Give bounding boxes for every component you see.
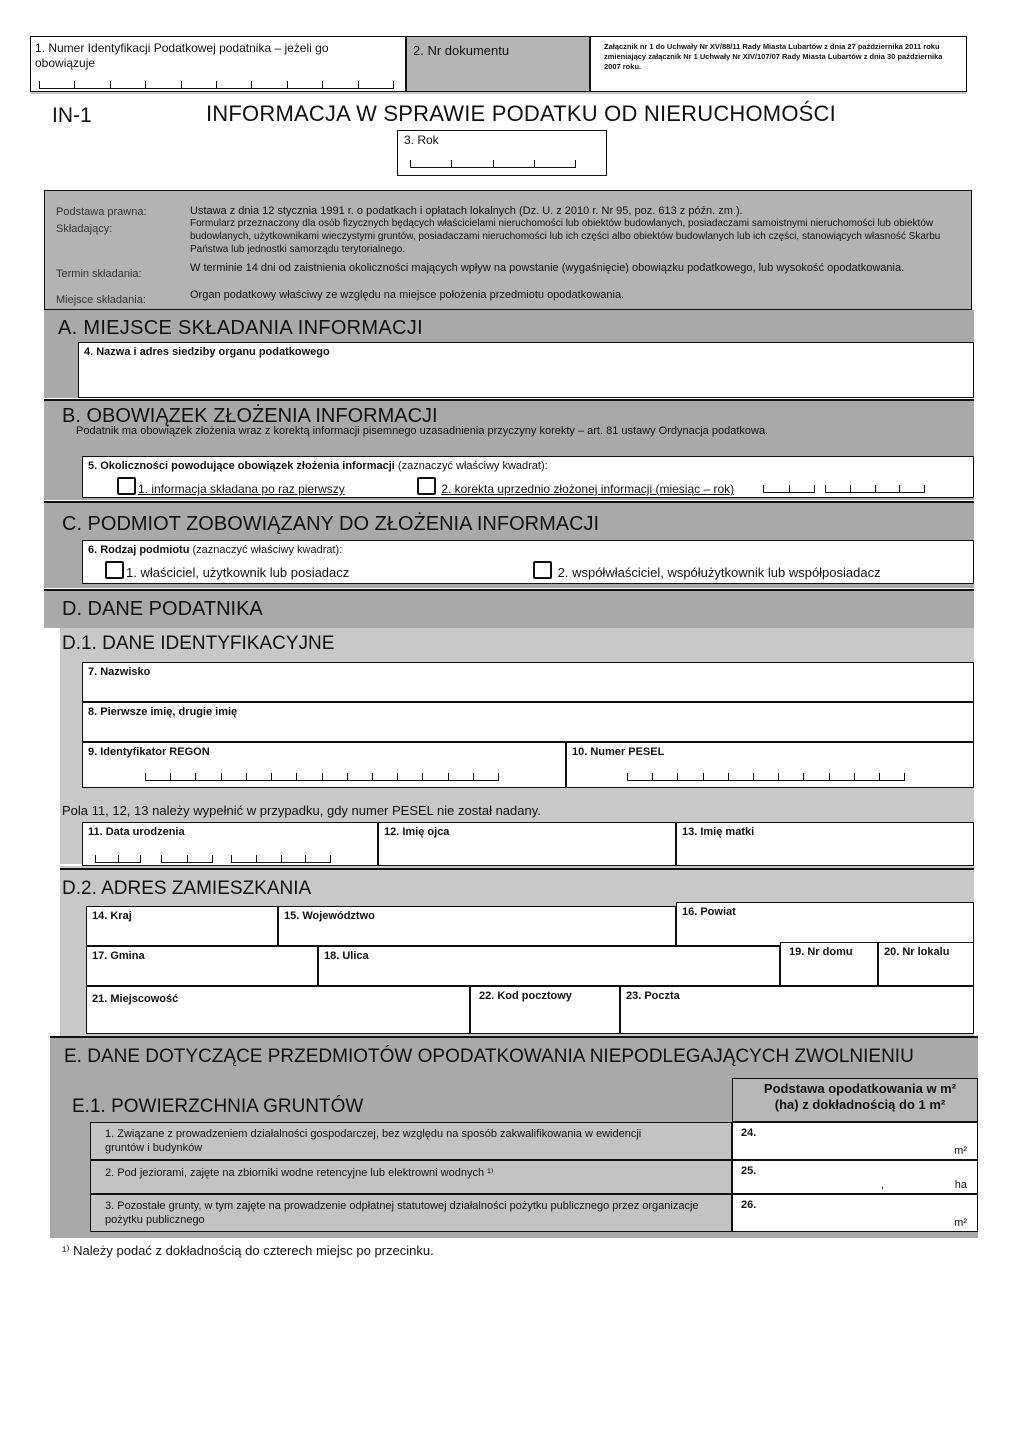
postal-code-label: 22. Kod pocztowy [479,990,572,1002]
document-number-label: 2. Nr dokumentu [413,43,510,58]
district-field[interactable] [676,902,974,946]
field-25-unit: ha [954,1179,967,1191]
father-name-field[interactable] [378,822,676,866]
place-label: Miejsce składania: [56,294,146,306]
basis-text: Ustawa z dnia 12 stycznia 1991 r. o podatkach i opłatach lokalnych (Dz. U. z 2010 r. Nr 95, poz. 613 z późn. zm.). [190,205,743,217]
apartment-number-label: 20. Nr lokalu [884,946,950,958]
pesel-field[interactable] [566,742,974,788]
pesel-note: Pola 11, 12, 13 należy wypełnić w przypadku, gdy numer PESEL nie został nadany. [62,803,541,818]
option-co-owner-label: 2. współwłaściciel, współużytkownik lub współposiadacz [557,565,881,580]
surname-field[interactable] [82,662,974,702]
checkbox-icon[interactable] [105,561,124,579]
land-row-business [90,1122,732,1160]
section-d1-title: D.1. DANE IDENTYFIKACYJNE [62,633,335,654]
subject-type-label-main: 6. Rodzaj podmiotu [88,544,190,556]
year-label: 3. Rok [404,133,439,147]
house-number-label: 19. Nr domu [789,946,853,958]
option-owner[interactable] [105,561,349,580]
divider [50,1036,978,1038]
locality-field[interactable] [86,986,470,1034]
land-row-water-text: 2. Pod jeziorami, zajęte na zbiorniki wodne retencyjne lub elektrowni wodnych ¹⁾ [105,1167,494,1179]
street-label: 18. Ulica [324,950,369,962]
option-correction[interactable] [417,477,734,496]
postal-code-field[interactable] [470,986,620,1034]
post-office-field[interactable] [620,986,974,1034]
nip-field[interactable] [30,36,406,92]
organ-address-label: 4. Nazwa i adres siedziby organu podatkowego [84,346,330,358]
field-26-unit: m² [954,1217,967,1229]
commune-field[interactable] [86,946,318,986]
basis-header [732,1078,978,1122]
basis-label: Podstawa prawna: [56,206,147,218]
checkbox-icon[interactable] [417,477,436,495]
footnote: ¹⁾ Należy podać z dokładnością do czterech miejsc po przecinku. [62,1243,434,1258]
birth-month-ticks [161,855,213,863]
option-first-filing[interactable] [117,477,345,496]
section-d2-title: D.2. ADRES ZAMIESZKANIA [62,878,312,899]
birth-day-ticks [95,855,141,863]
deadline-text: W terminie 14 dni od zaistnienia okoliczności mających wpływ na powstanie (wygaśnięcie) obowiązku podatkowego, lub wysokość opodatkowania. [190,262,905,274]
subject-type-hint: (zaznaczyć właściwy kwadrat): [192,544,343,556]
field-24-unit: m² [954,1145,967,1157]
surname-label: 7. Nazwisko [88,666,151,678]
first-names-field[interactable] [82,702,974,742]
section-d-title: D. DANE PODATNIKA [62,598,263,620]
deadline-label: Termin składania: [56,268,142,280]
land-row-business-text: 1. Związane z prowadzeniem działalności gospodarczej, bez względu na sposób zakwalifikowania w ewidencji gruntów i budynków [105,1128,642,1154]
year-field[interactable] [397,130,607,176]
regon-field[interactable] [82,742,566,788]
form-code: IN-1 [52,104,92,127]
post-office-label: 23. Poczta [626,990,680,1002]
country-label: 14. Kraj [92,910,132,922]
commune-label: 17. Gmina [92,950,145,962]
section-a-title: A. MIEJSCE SKŁADANIA INFORMACJI [58,317,423,339]
option-correction-label: 2. korekta uprzednio złożonej informacji (miesiąc – rok) [441,482,735,496]
option-co-owner[interactable] [533,561,881,580]
nip-label: 1. Numer Identyfikacji Podatkowej podatnika – jeżeli go obowiązuje [35,41,329,70]
circumstances-label-main: 5. Okoliczności powodujące obowiązek złożenia informacji [88,460,395,472]
subject-type-field [82,540,974,584]
field-25-separator: , [881,1179,885,1191]
mother-name-label: 13. Imię matki [682,826,755,838]
birth-date-field[interactable] [82,822,378,866]
year-ticks [410,160,576,168]
divider [44,589,974,591]
divider [60,868,974,870]
field-24-label: 24. [741,1127,757,1139]
section-b-subtitle: Podatnik ma obowiązek złożenia wraz z korektą informacji pisemnego uzasadnienia przyczyny korekty – art. 81 ustawy Ordynacja podatkowa. [76,425,769,437]
section-b-title: B. OBOWIĄZEK ZŁOŻENIA INFORMACJI [62,405,438,427]
filer-label: Składający: [56,223,113,235]
annex-note: Załącznik nr 1 do Uchwały Nr XV/88/11 Rady Miasta Lubartów z dnia 27 października 2011 roku zmieniający załącznik Nr 1 Uchwały Nr XIV/107/07 Rady Miasta Lubartów z dnia 30 października 2007 roku. [604,42,943,71]
voivodeship-label: 15. Województwo [284,910,375,922]
land-row-other [90,1194,732,1232]
section-e-title: E. DANE DOTYCZĄCE PRZEDMIOTÓW OPODATKOWANIA NIEPODLEGAJĄCYCH ZWOLNIENIU [64,1046,914,1067]
father-name-label: 12. Imię ojca [384,826,450,838]
apartment-number-field[interactable] [878,942,974,986]
nip-ticks [39,81,394,89]
land-row-water-value[interactable] [732,1160,978,1194]
filer-text: Formularz przeznaczony dla osób fizycznych będących właścicielami nieruchomości lub obiektów budowlanych, posiadaczami samoistnymi nieruchomości lub obiektów budowlanych, użytkownikami wieczystymi gruntów, posiadaczami nieruchomości lub ich części albo obiektów budowlanych lub ich części, stanowiących własność Skarbu Państwa lub jednostki samorządu terytorialnego. [190,218,941,255]
annex-note-box [590,36,967,92]
pesel-label: 10. Numer PESEL [572,746,665,758]
subject-type-label [88,544,342,556]
correction-year-ticks [825,485,925,493]
district-label: 16. Powiat [682,906,736,918]
street-field[interactable] [318,946,780,986]
divider [44,399,974,401]
basis-header-text: Podstawa opodatkowania w m² (ha) z dokładnością do 1 m² [763,1081,957,1112]
voivodeship-field[interactable] [278,906,676,946]
pesel-ticks [627,773,905,781]
locality-label: 21. Miejscowość [92,993,179,1005]
organ-address-field[interactable] [78,342,974,398]
mother-name-field[interactable] [676,822,974,866]
land-row-other-value[interactable] [732,1194,978,1232]
circumstances-hint: (zaznaczyć właściwy kwadrat): [397,460,548,472]
first-names-label: 8. Pierwsze imię, drugie imię [88,706,238,718]
regon-ticks [145,773,499,781]
land-row-business-value[interactable] [732,1122,978,1160]
correction-month-ticks [763,485,815,493]
country-field[interactable] [86,906,278,946]
birth-date-label: 11. Data urodzenia [88,826,185,838]
house-number-field[interactable] [780,942,878,986]
field-25-label: 25. [741,1165,757,1177]
section-c-title: C. PODMIOT ZOBOWIĄZANY DO ZŁOŻENIA INFORMACJI [62,513,600,535]
option-first-filing-label: 1. informacja składana po raz pierwszy [138,482,345,496]
circumstances-label [88,460,548,472]
regon-label: 9. Identyfikator REGON [88,746,210,758]
birth-year-ticks [231,855,331,863]
place-text: Organ podatkowy właściwy ze względu na miejsce położenia przedmiotu opodatkowania. [190,289,625,301]
land-row-water [90,1160,732,1194]
form-title: INFORMACJA W SPRAWIE PODATKU OD NIERUCHOMOŚCI [206,101,836,126]
document-number-field[interactable] [406,36,590,92]
checkbox-icon[interactable] [533,561,552,579]
land-row-other-text: 3. Pozostałe grunty, w tym zajęte na prowadzenie odpłatnej statutowej działalności pożytku publicznego przez organizacje pożytku publicznego [105,1200,699,1226]
section-e1-title: E.1. POWIERZCHNIA GRUNTÓW [72,1096,364,1117]
divider [44,501,974,503]
option-owner-label: 1. właściciel, użytkownik lub posiadacz [126,565,350,580]
checkbox-icon[interactable] [117,477,136,495]
field-26-label: 26. [741,1199,757,1211]
circumstances-field [82,456,974,498]
